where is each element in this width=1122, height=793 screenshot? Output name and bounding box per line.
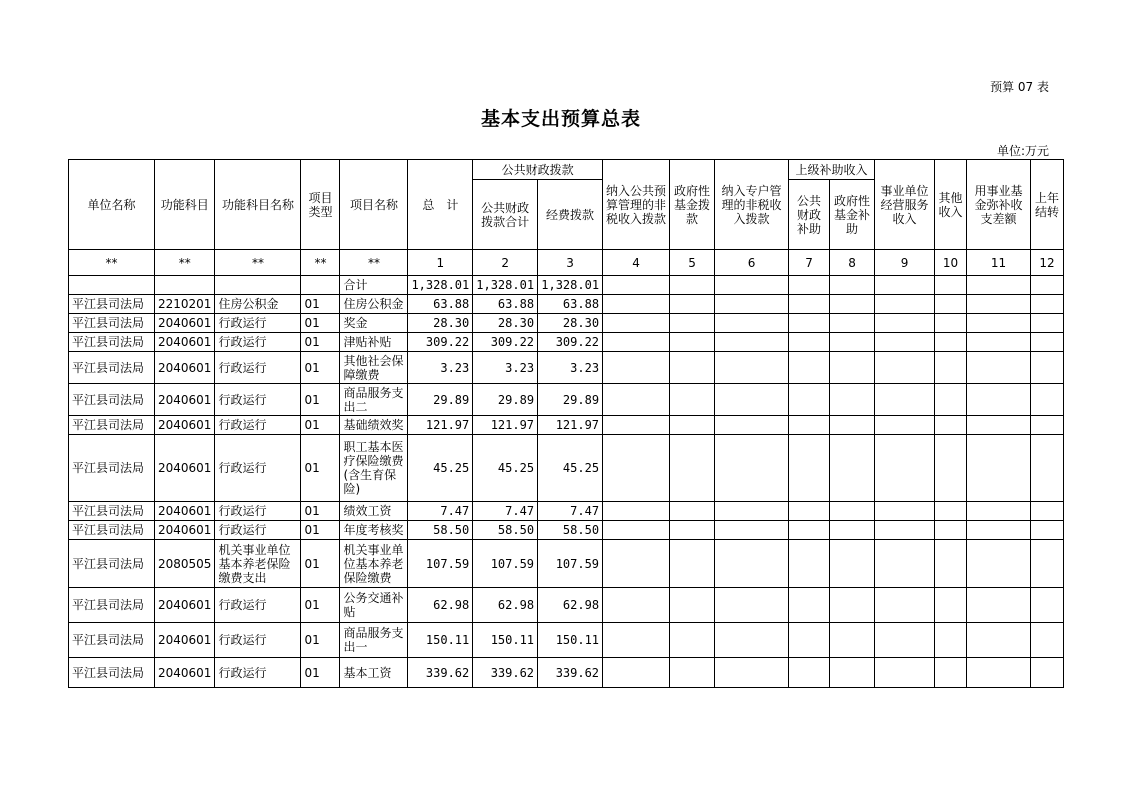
func-name-cell: 行政运行 [215,521,301,540]
header-public-total: 公共财政拨款合计 [473,180,538,250]
empty-cell [967,502,1031,521]
empty-cell [670,416,715,435]
empty-cell [875,502,935,521]
empty-cell [603,521,670,540]
empty-cell [967,416,1031,435]
empty-cell [670,295,715,314]
empty-cell [830,623,875,658]
func-code-cell: 2040601 [155,416,215,435]
empty-cell [789,658,830,688]
empty-cell [967,521,1031,540]
header-carryover: 上年结转 [1031,160,1064,250]
empty-cell [789,588,830,623]
empty-cell [670,276,715,295]
item-type-cell: 01 [301,333,340,352]
empty-cell [875,540,935,588]
item-type-cell: 01 [301,384,340,416]
empty-cell [935,384,967,416]
func-code-cell: 2040601 [155,333,215,352]
item-name-cell: 基本工资 [340,658,408,688]
empty-cell [967,276,1031,295]
header-other-income: 其他收入 [935,160,967,250]
empty-cell [715,314,789,333]
empty-cell [789,435,830,502]
empty-cell [967,658,1031,688]
total-cell: 107.59 [408,540,473,588]
empty-cell [715,416,789,435]
public-total-cell: 62.98 [473,588,538,623]
func-code-cell: 2040601 [155,588,215,623]
item-type-cell: 01 [301,314,340,333]
empty-cell [830,276,875,295]
empty-cell [935,276,967,295]
total-cell: 309.22 [408,333,473,352]
func-code-cell: 2040601 [155,658,215,688]
func-code-cell: 2040601 [155,384,215,416]
header-row-1 [69,160,1064,180]
empty-cell [603,384,670,416]
num-cell: 5 [670,250,715,276]
empty-cell [670,314,715,333]
item-name-cell: 绩效工资 [340,502,408,521]
unit-name-cell: 平江县司法局 [69,623,155,658]
public-total-cell: 121.97 [473,416,538,435]
empty-cell [603,540,670,588]
num-cell: 9 [875,250,935,276]
expense-cell: 58.50 [538,521,603,540]
func-name-cell: 行政运行 [215,352,301,384]
total-cell: 3.23 [408,352,473,384]
unit-name-cell: 平江县司法局 [69,416,155,435]
empty-cell [875,521,935,540]
empty-cell [789,352,830,384]
item-type-cell: 01 [301,295,340,314]
empty-cell [875,623,935,658]
func-name-cell: 行政运行 [215,416,301,435]
num-cell: 11 [967,250,1031,276]
item-type-cell: 01 [301,588,340,623]
item-type-cell: 01 [301,521,340,540]
header-upper-group: 上级补助收入 [789,160,875,180]
empty-cell [967,588,1031,623]
num-cell: 2 [473,250,538,276]
num-cell: 3 [538,250,603,276]
empty-cell [935,295,967,314]
empty-cell [215,276,301,295]
total-cell: 58.50 [408,521,473,540]
empty-cell [715,623,789,658]
unit-name-cell: 平江县司法局 [69,658,155,688]
unit-name-cell: 平江县司法局 [69,333,155,352]
item-name-cell: 公务交通补贴 [340,588,408,623]
empty-cell [715,588,789,623]
func-name-cell: 住房公积金 [215,295,301,314]
total-cell: 121.97 [408,416,473,435]
expense-cell: 121.97 [538,416,603,435]
empty-cell [670,658,715,688]
public-total-cell: 309.22 [473,333,538,352]
empty-cell [1031,314,1064,333]
item-name-cell: 津贴补贴 [340,333,408,352]
func-code-cell: 2040601 [155,314,215,333]
expense-cell: 3.23 [538,352,603,384]
expense-cell: 309.22 [538,333,603,352]
func-name-cell: 行政运行 [215,623,301,658]
empty-cell [155,276,215,295]
table-row [69,540,1064,588]
empty-cell [789,502,830,521]
header-upper-gov-fund: 政府性基金补助 [830,180,875,250]
empty-cell [830,295,875,314]
empty-cell [830,658,875,688]
empty-cell [603,502,670,521]
num-cell: ** [155,250,215,276]
empty-cell [603,588,670,623]
total-cell: 150.11 [408,623,473,658]
func-code-cell: 2210201 [155,295,215,314]
item-name-cell: 奖金 [340,314,408,333]
table-row [69,314,1064,333]
report-title: 基本支出预算总表 [480,108,641,130]
item-type-cell: 01 [301,352,340,384]
item-name-cell: 其他社会保障缴费 [340,352,408,384]
empty-cell [789,416,830,435]
empty-cell [715,521,789,540]
table-row [69,521,1064,540]
func-code-cell: 2040601 [155,623,215,658]
header-func-name: 功能科目名称 [215,160,301,250]
empty-cell [1031,623,1064,658]
empty-cell [715,540,789,588]
empty-cell [670,333,715,352]
unit-name-cell: 平江县司法局 [69,295,155,314]
empty-cell [935,435,967,502]
item-type-cell: 01 [301,502,340,521]
item-type-cell: 01 [301,435,340,502]
empty-cell [875,416,935,435]
public-total-cell: 63.88 [473,295,538,314]
empty-cell [967,352,1031,384]
func-name-cell: 行政运行 [215,435,301,502]
item-name-cell: 年度考核奖 [340,521,408,540]
func-name-cell: 行政运行 [215,658,301,688]
empty-cell [875,658,935,688]
header-gov-fund: 政府性基金拨款 [670,160,715,250]
empty-cell [830,333,875,352]
func-name-cell: 行政运行 [215,333,301,352]
item-name-cell: 职工基本医疗保险缴费(含生育保险) [340,435,408,502]
expense-cell: 62.98 [538,588,603,623]
empty-cell [830,384,875,416]
empty-cell [1031,295,1064,314]
table-row [69,658,1064,688]
empty-cell [967,623,1031,658]
num-cell: 7 [789,250,830,276]
empty-cell [670,384,715,416]
public-total-cell: 150.11 [473,623,538,658]
empty-cell [967,314,1031,333]
header-total: 总 计 [408,160,473,250]
empty-cell [670,623,715,658]
unit-name-cell: 平江县司法局 [69,502,155,521]
header-nontax-special: 纳入专户管理的非税收入拨款 [715,160,789,250]
item-name-cell: 住房公积金 [340,295,408,314]
num-cell: 4 [603,250,670,276]
empty-cell [603,352,670,384]
empty-cell [967,435,1031,502]
empty-cell [715,295,789,314]
func-name-cell: 行政运行 [215,588,301,623]
item-name-cell: 商品服务支出一 [340,623,408,658]
empty-cell [875,295,935,314]
public-total-cell: 3.23 [473,352,538,384]
public-total-cell: 28.30 [473,314,538,333]
table-row [69,352,1064,384]
budget-rows [69,295,1064,688]
table-row [69,384,1064,416]
empty-cell [935,416,967,435]
empty-cell [670,435,715,502]
empty-cell [935,502,967,521]
empty-cell [1031,540,1064,588]
func-code-cell: 2040601 [155,502,215,521]
empty-cell [1031,435,1064,502]
header-biz-income: 事业单位经营服务收入 [875,160,935,250]
public-total-cell: 7.47 [473,502,538,521]
empty-cell [789,295,830,314]
report-code: 预算 07 表 [990,80,1049,94]
empty-cell [967,384,1031,416]
table-row [69,502,1064,521]
public-total-cell: 107.59 [473,540,538,588]
empty-cell [830,352,875,384]
func-code-cell: 2040601 [155,352,215,384]
empty-cell [715,384,789,416]
empty-cell [935,352,967,384]
empty-cell [935,540,967,588]
empty-cell [830,435,875,502]
empty-cell [1031,384,1064,416]
empty-cell [603,314,670,333]
table-row [69,588,1064,623]
item-name-cell: 基础绩效奖 [340,416,408,435]
empty-cell [789,540,830,588]
expense-cell: 28.30 [538,314,603,333]
public-total-cell: 339.62 [473,658,538,688]
empty-cell [967,295,1031,314]
func-code-cell: 2080505 [155,540,215,588]
empty-cell [1031,416,1064,435]
empty-cell [1031,521,1064,540]
empty-cell [789,521,830,540]
empty-cell [301,276,340,295]
unit-name-cell: 平江县司法局 [69,540,155,588]
empty-cell [789,314,830,333]
header-upper-public: 公共财政补助 [789,180,830,250]
func-name-cell: 行政运行 [215,314,301,333]
item-type-cell: 01 [301,658,340,688]
empty-cell [603,295,670,314]
item-type-cell: 01 [301,416,340,435]
num-cell: 1 [408,250,473,276]
empty-cell [603,276,670,295]
total-cell: 29.89 [408,384,473,416]
empty-cell [603,658,670,688]
empty-cell [789,384,830,416]
expense-cell: 7.47 [538,502,603,521]
table-row [69,435,1064,502]
empty-cell [1031,502,1064,521]
header-unit-name: 单位名称 [69,160,155,250]
public-total-cell: 29.89 [473,384,538,416]
item-name-cell: 机关事业单位基本养老保险缴费 [340,540,408,588]
num-cell: ** [215,250,301,276]
empty-cell [1031,352,1064,384]
unit-name-cell: 平江县司法局 [69,588,155,623]
summary-expense: 1,328.01 [538,276,603,295]
header-item-type: 项目类型 [301,160,340,250]
empty-cell [1031,658,1064,688]
empty-cell [1031,276,1064,295]
num-cell: 10 [935,250,967,276]
table-row [69,623,1064,658]
num-cell: ** [340,250,408,276]
expense-cell: 63.88 [538,295,603,314]
total-cell: 63.88 [408,295,473,314]
header-item-name: 项目名称 [340,160,408,250]
unit-name-cell: 平江县司法局 [69,314,155,333]
total-cell: 62.98 [408,588,473,623]
empty-cell [1031,333,1064,352]
empty-cell [603,623,670,658]
unit-name-cell: 平江县司法局 [69,352,155,384]
summary-label: 合计 [340,276,408,295]
empty-cell [935,333,967,352]
empty-cell [715,276,789,295]
empty-cell [875,333,935,352]
summary-total: 1,328.01 [408,276,473,295]
empty-cell [830,521,875,540]
item-type-cell: 01 [301,540,340,588]
unit-label: 单位:万元 [996,144,1049,158]
empty-cell [935,588,967,623]
empty-cell [830,502,875,521]
empty-cell [830,588,875,623]
unit-name-cell: 平江县司法局 [69,384,155,416]
expense-cell: 29.89 [538,384,603,416]
table-row [69,295,1064,314]
empty-cell [967,333,1031,352]
total-cell: 339.62 [408,658,473,688]
empty-cell [935,521,967,540]
header-public-group: 公共财政拨款 [473,160,603,180]
total-cell: 28.30 [408,314,473,333]
numbering-row [69,250,1064,276]
summary-public-total: 1,328.01 [473,276,538,295]
expense-cell: 150.11 [538,623,603,658]
empty-cell [875,276,935,295]
table-row [69,416,1064,435]
expense-cell: 45.25 [538,435,603,502]
empty-cell [715,333,789,352]
num-cell: ** [69,250,155,276]
header-nontax-budget: 纳入公共预算管理的非税收入拨款 [603,160,670,250]
empty-cell [875,314,935,333]
total-cell: 45.25 [408,435,473,502]
num-cell: 12 [1031,250,1064,276]
num-cell: 6 [715,250,789,276]
empty-cell [967,540,1031,588]
num-cell: ** [301,250,340,276]
empty-cell [670,588,715,623]
empty-cell [875,435,935,502]
header-expense-alloc: 经费拨款 [538,180,603,250]
empty-cell [830,314,875,333]
empty-cell [789,623,830,658]
empty-cell [670,352,715,384]
expense-cell: 107.59 [538,540,603,588]
func-name-cell: 行政运行 [215,384,301,416]
empty-cell [715,435,789,502]
empty-cell [670,540,715,588]
empty-cell [715,352,789,384]
empty-cell [789,276,830,295]
empty-cell [830,416,875,435]
unit-name-cell: 平江县司法局 [69,521,155,540]
num-cell: 8 [830,250,875,276]
empty-cell [875,588,935,623]
budget-table [68,159,1064,688]
func-code-cell: 2040601 [155,521,215,540]
empty-cell [603,416,670,435]
func-code-cell: 2040601 [155,435,215,502]
item-type-cell: 01 [301,623,340,658]
header-fund-gap: 用事业基金弥补收支差额 [967,160,1031,250]
empty-cell [875,384,935,416]
public-total-cell: 58.50 [473,521,538,540]
empty-cell [715,658,789,688]
unit-name-cell: 平江县司法局 [69,435,155,502]
header-func-code: 功能科目 [155,160,215,250]
empty-cell [789,333,830,352]
empty-cell [830,540,875,588]
empty-cell [69,276,155,295]
empty-cell [603,333,670,352]
empty-cell [935,623,967,658]
empty-cell [935,314,967,333]
empty-cell [1031,588,1064,623]
empty-cell [670,502,715,521]
empty-cell [715,502,789,521]
empty-cell [603,435,670,502]
func-name-cell: 行政运行 [215,502,301,521]
func-name-cell: 机关事业单位基本养老保险缴费支出 [215,540,301,588]
total-cell: 7.47 [408,502,473,521]
expense-cell: 339.62 [538,658,603,688]
empty-cell [670,521,715,540]
item-name-cell: 商品服务支出二 [340,384,408,416]
empty-cell [935,658,967,688]
table-row [69,333,1064,352]
public-total-cell: 45.25 [473,435,538,502]
summary-row [69,276,1064,295]
empty-cell [875,352,935,384]
